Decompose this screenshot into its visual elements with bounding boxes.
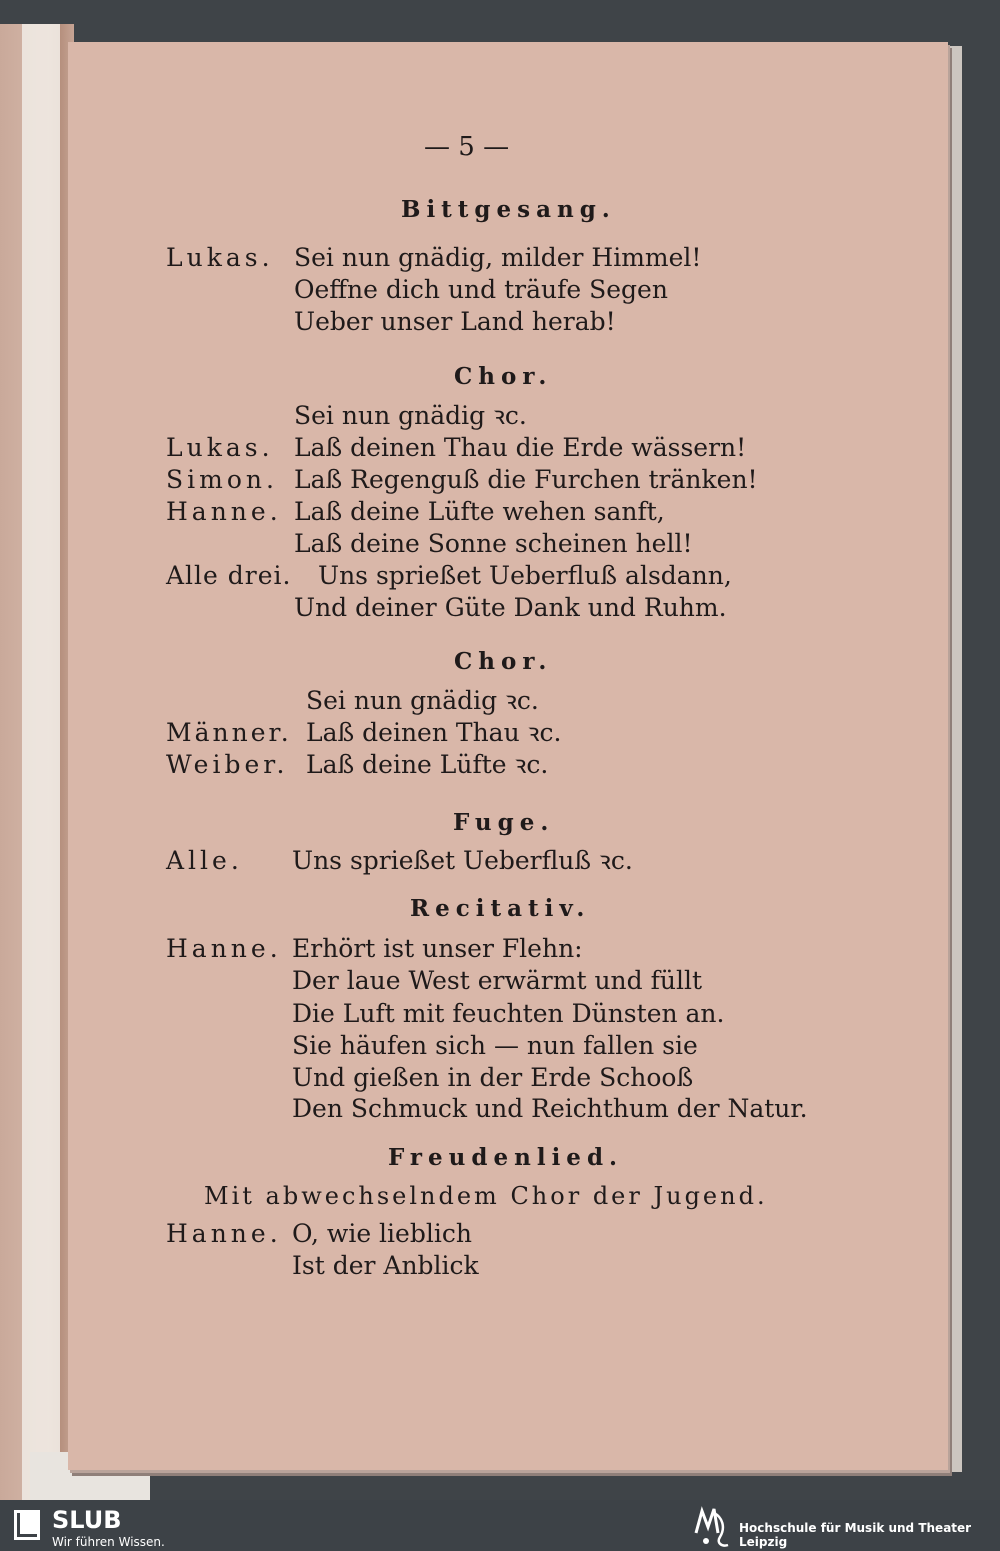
verse-line: Den Schmuck und Reichthum der Natur. <box>292 1094 808 1123</box>
verse-line: Ueber unser Land herab! <box>294 307 616 336</box>
slub-name[interactable]: SLUB <box>52 1506 122 1534</box>
section-heading: Recitativ. <box>410 895 591 922</box>
section-heading: Chor. <box>454 648 553 675</box>
slub-tagline: Wir führen Wissen. <box>52 1535 165 1549</box>
viewer-footer <box>0 1500 1000 1551</box>
verse-line: Laß deinen Thau ꝛc. <box>306 718 562 747</box>
speaker-label: Hanne. <box>166 934 282 963</box>
section-heading: Freudenlied. <box>388 1144 624 1171</box>
speaker-label: Alle. <box>166 846 243 875</box>
speaker-label: Lukas. <box>166 243 274 272</box>
speaker-label: Simon. <box>166 465 278 494</box>
speaker-label: Hanne. <box>166 1219 282 1248</box>
verse-line: Und gießen in der Erde Schooß <box>292 1063 694 1092</box>
verse-line: Oeffne dich und träufe Segen <box>294 275 668 304</box>
slub-logo-icon[interactable] <box>14 1510 40 1540</box>
section-subheading: Mit abwechselndem Chor der Jugend. <box>204 1182 768 1210</box>
verse-line: Und deiner Güte Dank und Ruhm. <box>294 593 727 622</box>
section-heading: Fuge. <box>453 809 555 836</box>
speaker-label: Alle drei. <box>166 561 292 590</box>
verse-line: Uns sprießet Ueberfluß alsdann, <box>318 561 732 590</box>
verse-line: Sei nun gnädig ꝛc. <box>294 401 527 430</box>
verse-line: Laß deine Lüfte wehen sanft, <box>294 497 665 526</box>
hmt-logo-icon[interactable] <box>692 1503 732 1549</box>
verse-line: Der laue West erwärmt und füllt <box>292 966 702 995</box>
verse-line: Ist der Anblick <box>292 1251 479 1280</box>
verse-line: Die Luft mit feuchten Dünsten an. <box>292 999 725 1028</box>
verse-line: Erhört ist unser Flehn: <box>292 934 583 963</box>
speaker-label: Weiber. <box>166 750 289 779</box>
page-number: — 5 — <box>424 132 510 162</box>
verse-line: Sei nun gnädig ꝛc. <box>306 686 539 715</box>
verse-line: Sei nun gnädig, milder Himmel! <box>294 243 702 272</box>
verse-line: Laß Regenguß die Furchen tränken! <box>294 465 758 494</box>
speaker-label: Männer. <box>166 718 292 747</box>
verse-line: O, wie lieblich <box>292 1219 472 1248</box>
speaker-label: Lukas. <box>166 433 274 462</box>
verse-line: Sie häufen sich — nun fallen sie <box>292 1031 698 1060</box>
hmt-name[interactable]: Hochschule für Musik und Theater Leipzig <box>739 1521 972 1549</box>
speaker-label: Hanne. <box>166 497 282 526</box>
verse-line: Laß deine Lüfte ꝛc. <box>306 750 549 779</box>
verse-line: Uns sprießet Ueberfluß ꝛc. <box>292 846 633 875</box>
section-heading: Bittgesang. <box>401 196 616 223</box>
verse-line: Laß deinen Thau die Erde wässern! <box>294 433 747 462</box>
verse-line: Laß deine Sonne scheinen hell! <box>294 529 693 558</box>
facing-page-paper-edge <box>22 24 62 1500</box>
section-heading: Chor. <box>454 363 553 390</box>
page-stack-edge <box>946 46 962 1472</box>
